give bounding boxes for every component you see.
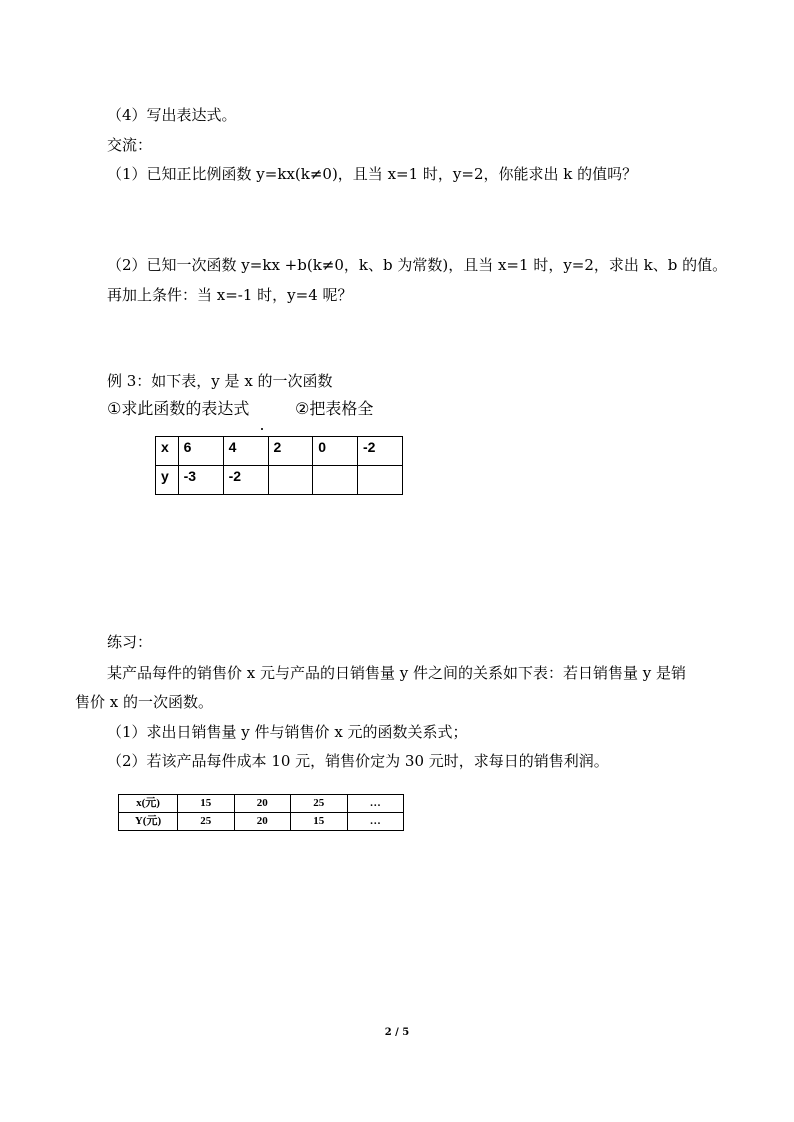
table-cell: y xyxy=(156,466,179,495)
step4-text: （4）写出表达式。 xyxy=(107,106,237,124)
table-row xyxy=(156,466,403,495)
table-cell: 6 xyxy=(178,437,223,466)
table-cell: 4 xyxy=(223,437,268,466)
table-cell: 15 xyxy=(178,795,235,813)
table-cell: 20 xyxy=(234,795,291,813)
page-number: 2 / 5 xyxy=(384,1027,410,1038)
question-1: （1）已知正比例函数 y=kx(k≠0)，且当 x=1 时，y=2，你能求出 k 的值吗？ xyxy=(107,165,638,183)
question-2: （2）已知一次函数 y=kx +b(k≠0，k、b 为常数)，且当 x=1 时，y=2，求出 k、b 的值。 xyxy=(107,256,728,274)
table-cell: 15 xyxy=(291,813,348,831)
table-cell: … xyxy=(347,813,404,831)
table-cell: -3 xyxy=(178,466,223,495)
table-row xyxy=(156,437,403,466)
table-cell: x(元) xyxy=(119,795,178,813)
table-cell: 2 xyxy=(268,437,313,466)
table-cell: … xyxy=(347,795,404,813)
table-cell: 0 xyxy=(313,437,358,466)
table-row xyxy=(119,795,404,813)
table-cell: Y(元) xyxy=(119,813,178,831)
table-cell: 20 xyxy=(234,813,291,831)
practice-intro-line-1: 某产品每件的销售价 x 元与产品的日销售量 y 件之间的关系如下表：若日销售量 y 是销 xyxy=(107,664,687,682)
table-cell: 25 xyxy=(178,813,235,831)
exchange-heading: 交流： xyxy=(107,136,153,154)
table-cell: 25 xyxy=(291,795,348,813)
example-3-title: 例 3：如下表，y 是 x 的一次函数 xyxy=(107,372,333,390)
table-cell: -2 xyxy=(358,437,403,466)
example-3-task-1: ①求此函数的表达式 xyxy=(107,401,250,418)
table-cell xyxy=(313,466,358,495)
question-2-extra: 再加上条件：当 x=-1 时，y=4 呢？ xyxy=(107,286,353,304)
table-cell: -2 xyxy=(223,466,268,495)
table-cell: x xyxy=(156,437,179,466)
table-cell xyxy=(358,466,403,495)
practice-question-2: （2）若该产品每件成本 10 元，销售价定为 30 元时，求每日的销售利润。 xyxy=(107,752,609,770)
practice-intro-line-2: 售价 x 的一次函数。 xyxy=(75,693,213,711)
practice-question-1: （1）求出日销售量 y 件与销售价 x 元的函数关系式； xyxy=(107,723,468,741)
table-row xyxy=(119,813,404,831)
table-cell xyxy=(268,466,313,495)
example-3-task-2: ②把表格全 xyxy=(295,401,374,418)
stray-mark xyxy=(261,428,263,430)
example-3-table xyxy=(155,436,403,495)
sales-table xyxy=(118,794,404,831)
practice-heading: 练习： xyxy=(107,633,153,651)
